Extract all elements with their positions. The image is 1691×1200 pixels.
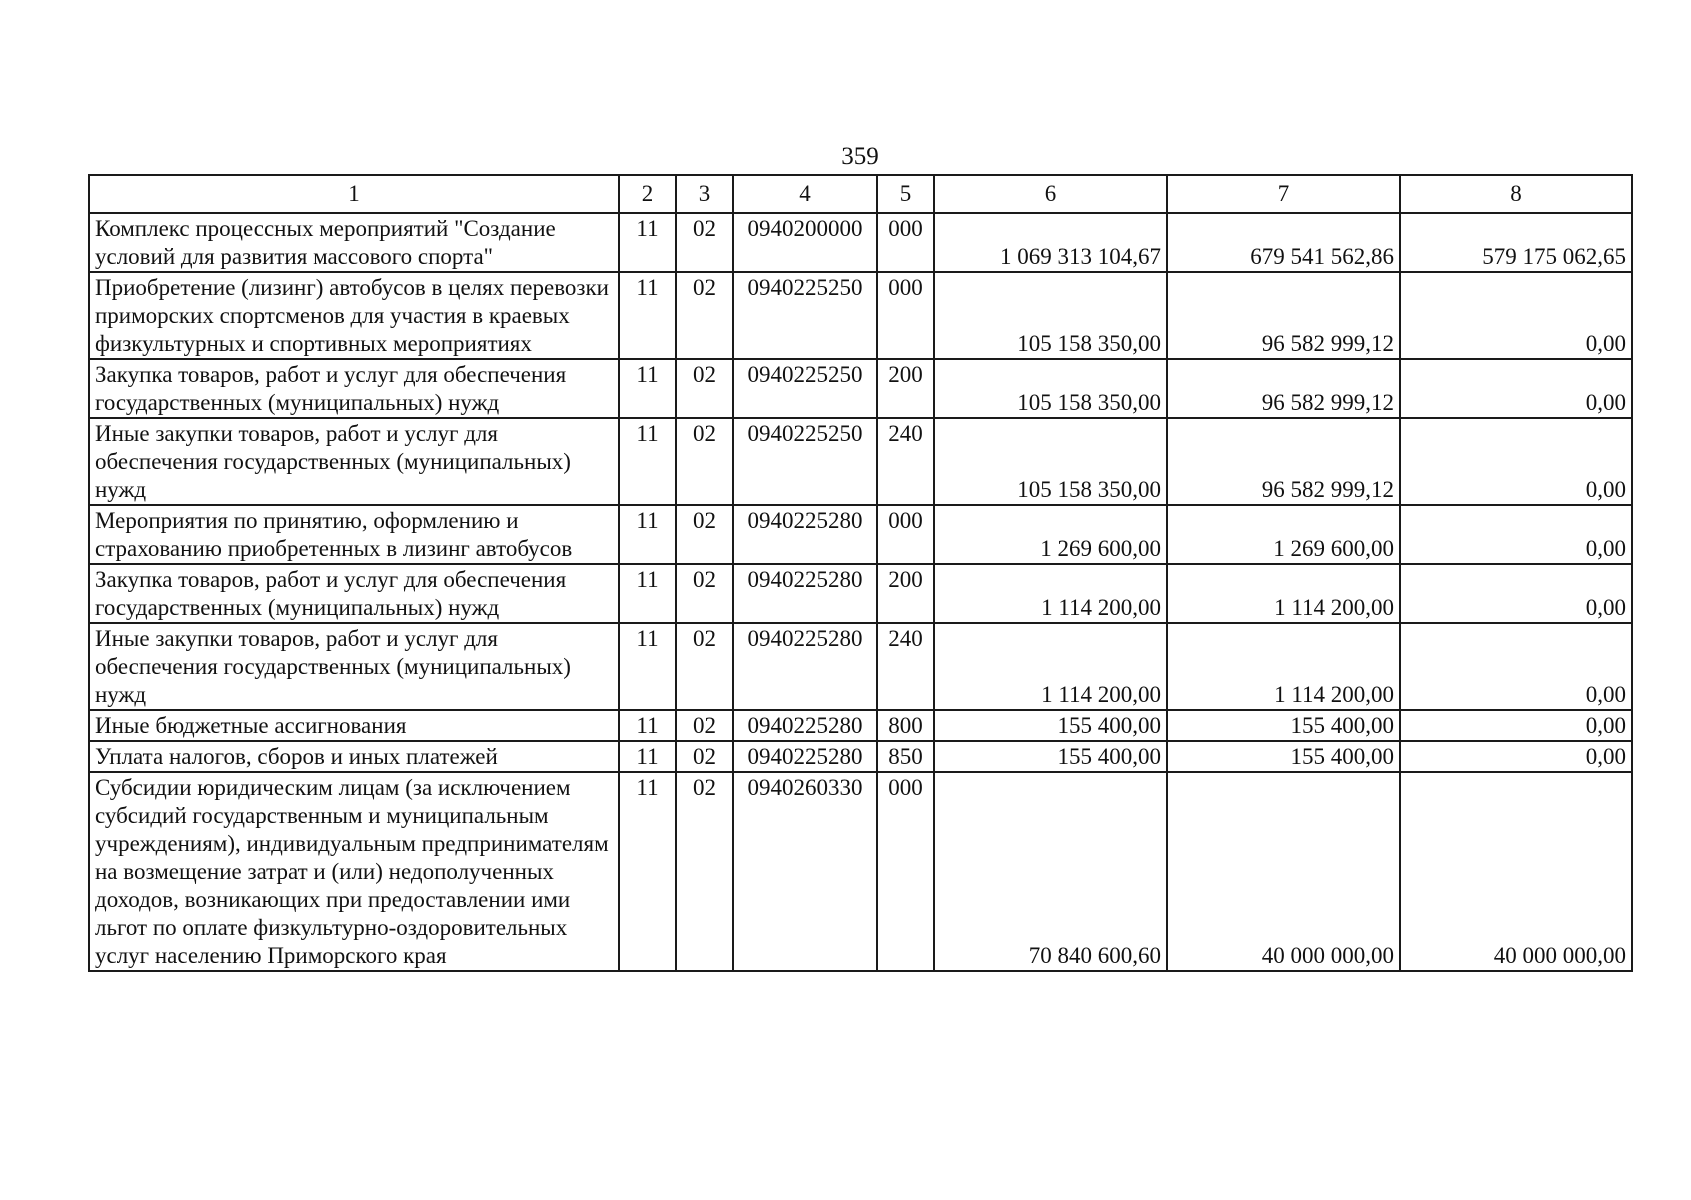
code-subsection: 02 [676,564,733,623]
code-target-item: 0940225280 [733,623,877,710]
amount-col6: 105 158 350,00 [934,359,1167,418]
code-expense-type: 000 [877,772,934,971]
table-row [89,564,1632,623]
amount-col7: 96 582 999,12 [1167,418,1400,505]
amount-col8: 0,00 [1400,418,1632,505]
table-row [89,623,1632,710]
code-subsection: 02 [676,213,733,272]
code-subsection: 02 [676,710,733,741]
header-cell: 8 [1400,175,1632,213]
amount-col7: 96 582 999,12 [1167,359,1400,418]
amount-col8: 0,00 [1400,359,1632,418]
row-name: Иные закупки товаров, работ и услуг для обеспечения государственных (муниципальных) нужд [89,623,619,710]
amount-col6: 1 069 313 104,67 [934,213,1167,272]
code-target-item: 0940225280 [733,505,877,564]
code-subsection: 02 [676,418,733,505]
row-name: Иные закупки товаров, работ и услуг для обеспечения государственных (муниципальных) нужд [89,418,619,505]
row-name: Закупка товаров, работ и услуг для обеспечения государственных (муниципальных) нужд [89,359,619,418]
code-subsection: 02 [676,505,733,564]
header-cell: 5 [877,175,934,213]
code-target-item: 0940225280 [733,741,877,772]
row-name: Иные бюджетные ассигнования [89,710,619,741]
code-subsection: 02 [676,623,733,710]
code-expense-type: 850 [877,741,934,772]
amount-col7: 155 400,00 [1167,741,1400,772]
code-section: 11 [619,772,676,971]
row-name: Субсидии юридическим лицам (за исключением субсидий государственным и муниципальным учреждениям), индивидуальным предпринимателям на возмещение затрат и (или) недополученных доходов, возникающих при предоставлении ими льгот по оплате физкультурно-оздоровительных услуг населению Приморского края [89,772,619,971]
amount-col6: 155 400,00 [934,741,1167,772]
code-target-item: 0940225250 [733,272,877,359]
table-row [89,505,1632,564]
amount-col6: 1 114 200,00 [934,623,1167,710]
code-subsection: 02 [676,272,733,359]
row-name: Закупка товаров, работ и услуг для обеспечения государственных (муниципальных) нужд [89,564,619,623]
amount-col7: 40 000 000,00 [1167,772,1400,971]
budget-table [88,174,1633,972]
amount-col7: 1 114 200,00 [1167,564,1400,623]
code-expense-type: 200 [877,564,934,623]
code-section: 11 [619,359,676,418]
amount-col6: 105 158 350,00 [934,418,1167,505]
code-expense-type: 800 [877,710,934,741]
row-name: Мероприятия по принятию, оформлению и страхованию приобретенных в лизинг автобусов [89,505,619,564]
amount-col7: 1 269 600,00 [1167,505,1400,564]
table-row [89,772,1632,971]
header-cell: 7 [1167,175,1400,213]
table-row [89,710,1632,741]
table-row [89,418,1632,505]
row-name: Приобретение (лизинг) автобусов в целях перевозки приморских спортсменов для участия в краевых физкультурных и спортивных мероприятиях [89,272,619,359]
amount-col8: 0,00 [1400,710,1632,741]
header-cell: 3 [676,175,733,213]
code-section: 11 [619,623,676,710]
header-cell: 6 [934,175,1167,213]
amount-col7: 155 400,00 [1167,710,1400,741]
code-section: 11 [619,418,676,505]
code-target-item: 0940225250 [733,359,877,418]
header-cell: 4 [733,175,877,213]
table-row [89,359,1632,418]
amount-col6: 155 400,00 [934,710,1167,741]
amount-col6: 70 840 600,60 [934,772,1167,971]
row-name: Комплекс процессных мероприятий "Создание условий для развития массового спорта" [89,213,619,272]
code-section: 11 [619,710,676,741]
code-expense-type: 240 [877,418,934,505]
amount-col8: 0,00 [1400,564,1632,623]
code-target-item: 0940225280 [733,564,877,623]
amount-col7: 1 114 200,00 [1167,623,1400,710]
header-cell: 1 [89,175,619,213]
amount-col8: 40 000 000,00 [1400,772,1632,971]
code-section: 11 [619,213,676,272]
code-section: 11 [619,564,676,623]
table-row [89,213,1632,272]
amount-col8: 0,00 [1400,623,1632,710]
code-expense-type: 240 [877,623,934,710]
amount-col6: 105 158 350,00 [934,272,1167,359]
code-expense-type: 000 [877,213,934,272]
amount-col8: 579 175 062,65 [1400,213,1632,272]
code-section: 11 [619,505,676,564]
code-expense-type: 200 [877,359,934,418]
code-expense-type: 000 [877,505,934,564]
amount-col8: 0,00 [1400,505,1632,564]
code-section: 11 [619,741,676,772]
code-expense-type: 000 [877,272,934,359]
amount-col7: 96 582 999,12 [1167,272,1400,359]
amount-col6: 1 114 200,00 [934,564,1167,623]
amount-col6: 1 269 600,00 [934,505,1167,564]
code-target-item: 0940260330 [733,772,877,971]
amount-col8: 0,00 [1400,272,1632,359]
table-row [89,741,1632,772]
code-section: 11 [619,272,676,359]
code-target-item: 0940225280 [733,710,877,741]
row-name: Уплата налогов, сборов и иных платежей [89,741,619,772]
amount-col8: 0,00 [1400,741,1632,772]
header-row [89,175,1632,213]
code-subsection: 02 [676,359,733,418]
table-row [89,272,1632,359]
page-number: 359 [841,143,879,170]
code-target-item: 0940225250 [733,418,877,505]
code-subsection: 02 [676,772,733,971]
code-target-item: 0940200000 [733,213,877,272]
code-subsection: 02 [676,741,733,772]
amount-col7: 679 541 562,86 [1167,213,1400,272]
header-cell: 2 [619,175,676,213]
